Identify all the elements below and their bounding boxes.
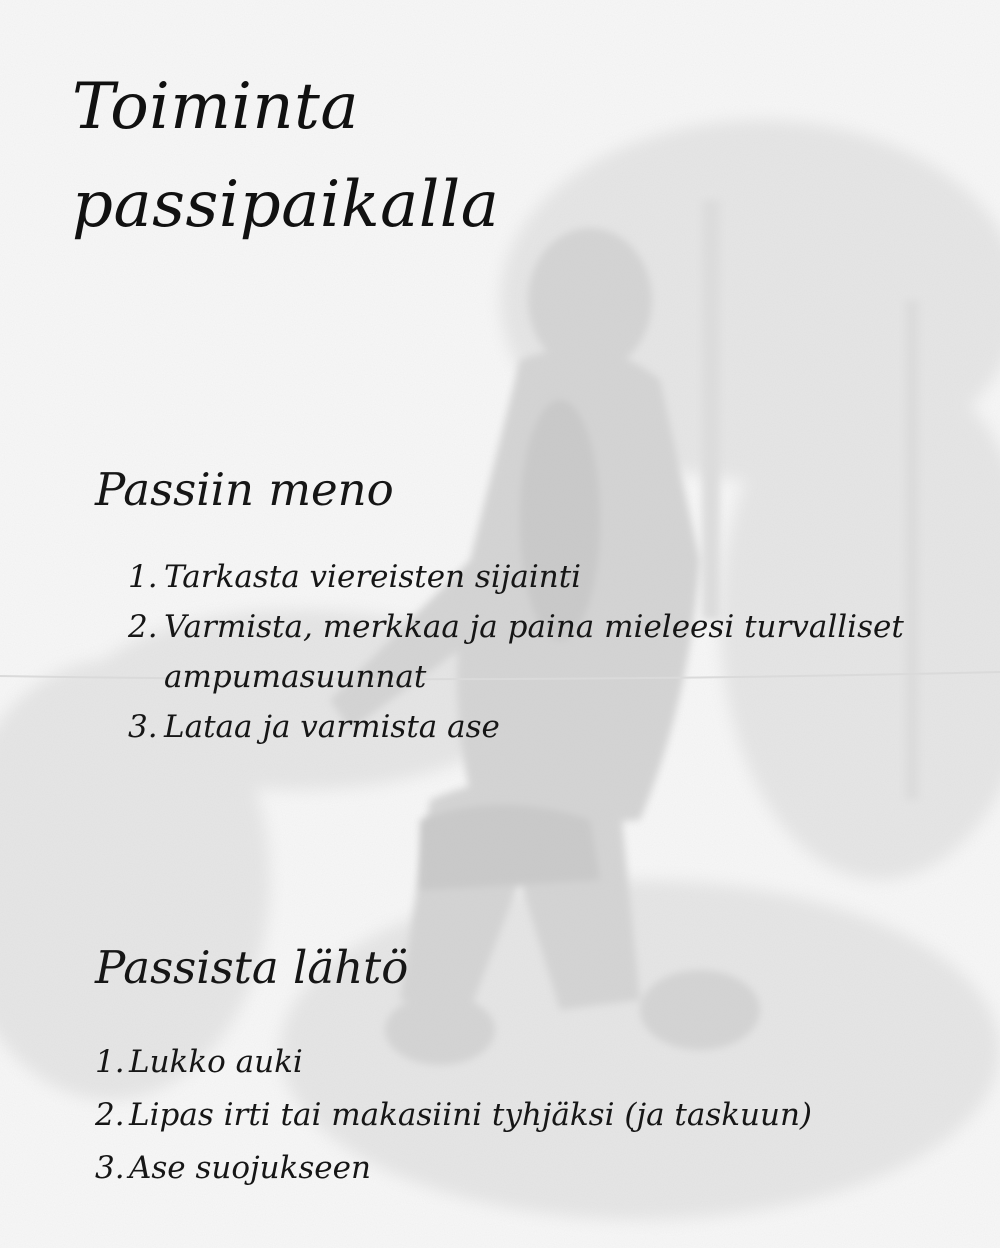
list-item	[95, 1089, 945, 1142]
step-number: 3.	[95, 1150, 125, 1186]
list-item	[95, 1142, 945, 1195]
step-number: 2.	[95, 1097, 125, 1133]
step-text: Lataa ja varmista ase	[164, 709, 500, 745]
section-heading-passiin-meno: Passiin meno	[95, 463, 394, 516]
document-title-line-2: passipaikalla	[72, 168, 500, 242]
step-number: 1.	[95, 1044, 125, 1080]
list-item	[128, 702, 978, 752]
step-text: Ase suojukseen	[129, 1150, 371, 1186]
step-text: Tarkasta viereisten sijainti	[164, 559, 582, 595]
section-heading-passista-lahto: Passista lähtö	[95, 941, 409, 994]
list-item	[95, 1036, 945, 1089]
passista-lahto-steps-list	[95, 1036, 945, 1195]
list-item	[128, 602, 978, 702]
step-text: Lukko auki	[129, 1044, 303, 1080]
step-number: 2.	[128, 609, 158, 645]
list-item	[128, 552, 978, 602]
document-title-line-1: Toiminta	[72, 70, 359, 144]
step-number: 1.	[128, 559, 158, 595]
step-text: Lipas irti tai makasiini tyhjäksi (ja taskuun)	[129, 1097, 813, 1133]
document-title	[72, 58, 499, 254]
step-text: Varmista, merkkaa ja paina mieleesi turvalliset ampumasuunnat	[164, 609, 904, 695]
passiin-meno-steps-list	[128, 552, 978, 752]
step-number: 3.	[128, 709, 158, 745]
